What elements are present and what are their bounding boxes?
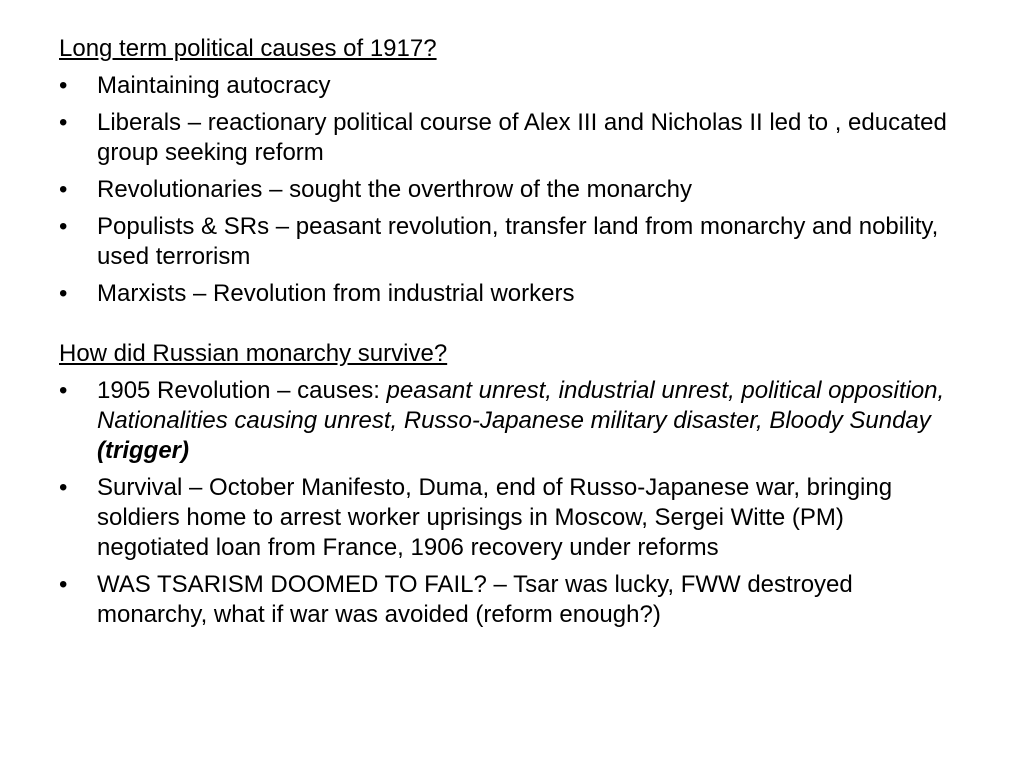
list-item-text: Maintaining autocracy — [97, 72, 331, 99]
list-item-text: Marxists – Revolution from industrial workers — [97, 280, 575, 307]
list-item — [59, 212, 959, 272]
section-heading-long-term-causes: Long term political causes of 1917? — [59, 35, 437, 62]
list-item — [59, 71, 959, 101]
bullet-icon: • — [59, 474, 68, 501]
bullet-icon: • — [59, 571, 68, 598]
section-heading-monarchy-survival: How did Russian monarchy survive? — [59, 340, 448, 367]
list-item-text: Populists & SRs – peasant revolution, transfer land from monarchy and nobility, used terrorism — [97, 213, 939, 270]
bullet-icon: • — [59, 213, 68, 240]
list-item-italic-text: peasant unrest, industrial unrest, political opposition, Nationalities causing unrest, Russo-Japanese military disaster, Bloody Sunday — [97, 377, 945, 434]
list-item-bold-italic-text: (trigger) — [97, 437, 189, 464]
list-item — [59, 279, 959, 309]
bullet-icon: • — [59, 280, 68, 307]
list-item-text: WAS TSARISM DOOMED TO FAIL? – Tsar was lucky, FWW destroyed monarchy, what if war was avoided (reform enough?) — [97, 571, 853, 628]
list-item-lead-text: 1905 Revolution – causes: — [97, 377, 387, 404]
list-item-text: Survival – October Manifesto, Duma, end of Russo-Japanese war, bringing soldiers home to arrest worker uprisings in Moscow, Sergei Witte (PM) negotiated loan from France, 1906 recovery under reforms — [97, 474, 893, 561]
list-item-text: Revolutionaries – sought the overthrow of the monarchy — [97, 176, 692, 203]
list-item — [59, 570, 959, 630]
list-item — [59, 376, 959, 466]
list-item-text: Liberals – reactionary political course of Alex III and Nicholas II led to , educated group seeking reform — [97, 109, 947, 166]
bullet-icon: • — [59, 176, 68, 203]
monarchy-survival-list — [59, 376, 959, 630]
list-item — [59, 473, 959, 563]
slide-content — [59, 34, 959, 630]
long-term-causes-list — [59, 71, 959, 309]
bullet-icon: • — [59, 377, 68, 404]
bullet-icon: • — [59, 109, 68, 136]
bullet-icon: • — [59, 72, 68, 99]
list-item — [59, 175, 959, 205]
list-item — [59, 108, 959, 168]
